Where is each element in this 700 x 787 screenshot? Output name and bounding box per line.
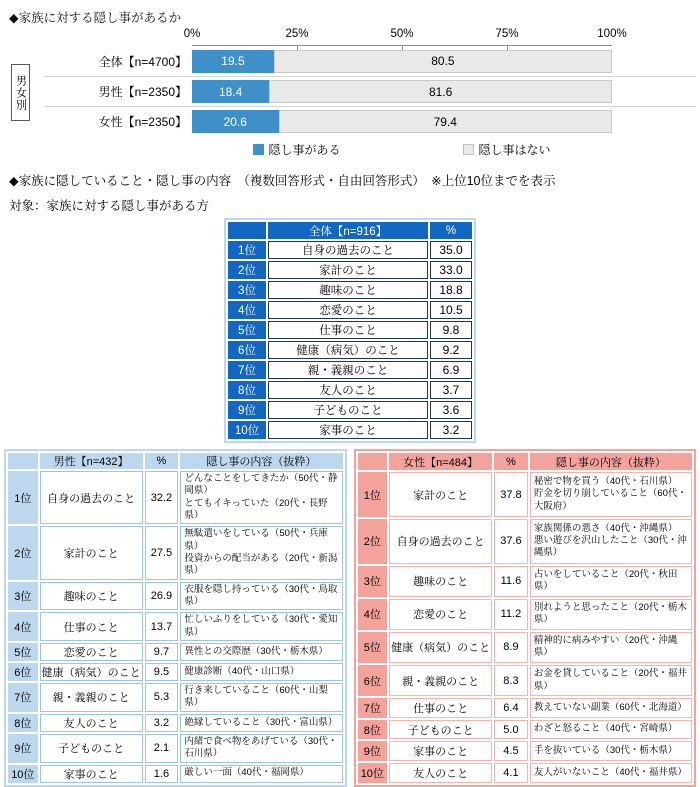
percent-cell: 6.4 <box>494 698 528 718</box>
legend-label: 隠し事はない <box>478 143 551 157</box>
item-cell: 自身の過去のこと <box>389 519 492 564</box>
header-content: 隠し事の内容（抜粋） <box>180 453 342 469</box>
rank-cell: 9位 <box>228 401 266 419</box>
percent-cell: 32.2 <box>145 471 179 524</box>
item-cell: 趣味のこと <box>389 566 492 597</box>
gender-group-label: 男女別 <box>11 64 30 121</box>
male-ranking-table <box>4 449 347 787</box>
percent-cell: 4.5 <box>494 741 528 761</box>
bar-value: 20.6 <box>223 114 247 129</box>
percent-cell: 27.5 <box>145 526 179 579</box>
content-cell: 友人がいないこと（40代・福井県） <box>530 763 692 783</box>
rank-cell: 10位 <box>228 421 266 439</box>
table-row <box>8 582 343 611</box>
table-row <box>358 519 693 564</box>
rank-cell: 7位 <box>358 698 388 718</box>
percent-cell: 6.9 <box>430 361 472 379</box>
table-row <box>358 472 693 517</box>
overall-ranking-table <box>224 218 476 443</box>
percent-cell: 8.9 <box>494 632 528 663</box>
bar-row-total <box>44 46 696 76</box>
item-cell: 家事のこと <box>389 741 492 761</box>
axis-tick-mark <box>507 46 508 50</box>
section2-header <box>9 171 696 214</box>
percent-cell: 3.7 <box>430 381 472 399</box>
rank-cell: 4位 <box>358 599 388 630</box>
rank-cell: 10位 <box>8 765 38 783</box>
percent-cell: 33.0 <box>430 261 472 279</box>
bar-row-label: 男性【n=2350】 <box>98 85 187 99</box>
chart-legend <box>192 141 612 158</box>
table-row <box>228 241 472 259</box>
item-cell: 友人のこと <box>40 714 143 732</box>
percent-cell: 37.8 <box>494 472 528 517</box>
rank-cell: 8位 <box>228 381 266 399</box>
table-row <box>8 526 343 579</box>
rank-cell: 8位 <box>358 720 388 740</box>
table-row <box>228 301 472 319</box>
item-cell: 家計のこと <box>268 261 428 279</box>
content-cell: 健康診断（40代・山口県） <box>180 663 342 681</box>
table-row <box>8 734 343 763</box>
content-cell: 無駄遣いをしている（50代・兵庫県） 投資からの配当がある（20代・新潟県） <box>180 526 342 579</box>
content-cell: 厳しい一面（40代・福岡県） <box>180 765 342 783</box>
axis-tick-mark <box>402 46 403 50</box>
axis-tick-label: 25% <box>285 28 309 40</box>
content-cell: 行き来していること（60代・山梨県） <box>180 683 342 712</box>
header-rank <box>358 453 388 470</box>
percent-cell: 4.1 <box>494 763 528 783</box>
content-cell: 精神的に病みやすい（20代・沖縄県） <box>530 632 692 663</box>
rank-cell: 1位 <box>8 471 38 524</box>
item-cell: 仕事のこと <box>268 321 428 339</box>
axis-tick-label: 50% <box>390 28 414 40</box>
content-cell: お金を貸していること（20代・福井県） <box>530 665 692 696</box>
rank-cell: 1位 <box>358 472 388 517</box>
header-rank <box>228 222 266 239</box>
bar-segment-yes <box>192 50 274 73</box>
content-cell: どんなことをしてきたか（50代・静岡県） とてもイキっていた（20代・長野県） <box>180 471 342 524</box>
item-cell: 親・義親のこと <box>389 665 492 696</box>
percent-cell: 9.5 <box>145 663 179 681</box>
content-cell: 手を抜いている（30代・栃木県） <box>530 741 692 761</box>
bar-segment-no <box>274 50 612 73</box>
axis-tick-mark <box>297 46 298 50</box>
rank-cell: 2位 <box>8 526 38 579</box>
rank-cell: 7位 <box>8 683 38 712</box>
percent-cell: 5.0 <box>494 720 528 740</box>
item-cell: 恋愛のこと <box>268 301 428 319</box>
bar-value: 81.6 <box>428 84 453 99</box>
table-row <box>8 471 343 524</box>
percent-cell: 13.7 <box>145 612 179 641</box>
item-cell: 子どものこと <box>268 401 428 419</box>
percent-cell: 9.8 <box>430 321 472 339</box>
content-cell: 教えていない副業（60代・北海道） <box>530 698 692 718</box>
item-cell: 自身の過去のこと <box>40 471 143 524</box>
table-row <box>228 321 472 339</box>
bar-row-male <box>44 76 696 106</box>
rank-cell: 8位 <box>8 714 38 732</box>
female-ranking-table <box>354 449 697 787</box>
percent-cell: 10.5 <box>430 301 472 319</box>
header-percent: % <box>145 453 179 469</box>
bar-track <box>192 50 612 73</box>
item-cell: 仕事のこと <box>389 698 492 718</box>
table-row <box>358 665 693 696</box>
axis-tick-label: 75% <box>495 28 519 40</box>
chart-title: ◆家族に対する隠し事があるか <box>9 11 182 25</box>
content-cell: 忙しいふりをしている（30代・愛知県） <box>180 612 342 641</box>
bar-segment-no <box>269 80 612 103</box>
legend-item-no <box>463 141 550 158</box>
table-header-row <box>8 453 343 469</box>
table-row <box>358 566 693 597</box>
table-row <box>358 763 693 783</box>
rank-cell: 9位 <box>8 734 38 763</box>
rank-cell: 9位 <box>358 741 388 761</box>
item-cell: 恋愛のこと <box>389 599 492 630</box>
percent-cell: 3.6 <box>430 401 472 419</box>
item-cell: 恋愛のこと <box>40 643 143 661</box>
percent-cell: 18.8 <box>430 281 472 299</box>
content-cell: 異性との交際歴（30代・栃木県） <box>180 643 342 661</box>
item-cell: 家計のこと <box>40 526 143 579</box>
content-cell: 秘密で物を買う（40代・石川県） 貯金を切り崩していること（60代・大阪府） <box>530 472 692 517</box>
header-rank <box>8 453 38 469</box>
rank-cell: 6位 <box>358 665 388 696</box>
bar-value: 80.5 <box>431 54 455 68</box>
header-group: 男性【n=432】 <box>40 453 143 469</box>
table-row <box>228 361 472 379</box>
item-cell: 子どものこと <box>389 720 492 740</box>
item-cell: 親・義親のこと <box>40 683 143 712</box>
item-cell: 趣味のこと <box>40 582 143 611</box>
rank-cell: 6位 <box>228 341 266 359</box>
header-group: 全体【n=916】 <box>268 222 428 239</box>
table-row <box>228 261 472 279</box>
header-group: 女性【n=484】 <box>389 453 492 470</box>
percent-cell: 37.6 <box>494 519 528 564</box>
legend-label: 隠し事がある <box>268 143 341 157</box>
table-row <box>228 341 472 359</box>
percent-cell: 3.2 <box>430 421 472 439</box>
percent-cell: 8.3 <box>494 665 528 696</box>
table-header-row <box>228 222 472 239</box>
table-row <box>8 612 343 641</box>
bar-row-label: 全体【n=4700】 <box>98 54 187 69</box>
header-content: 隠し事の内容（抜粋） <box>530 453 692 470</box>
legend-swatch-no <box>463 144 474 155</box>
item-cell: 親・義親のこと <box>268 361 428 379</box>
rank-cell: 10位 <box>358 763 388 783</box>
legend-swatch-yes <box>253 144 264 155</box>
item-cell: 家事のこと <box>40 765 143 783</box>
rank-cell: 5位 <box>358 632 388 663</box>
table-row <box>8 714 343 732</box>
percent-cell: 9.2 <box>430 341 472 359</box>
rank-cell: 2位 <box>228 261 266 279</box>
item-cell: 子どものこと <box>40 734 143 763</box>
bar-segment-yes <box>192 110 279 133</box>
item-cell: 健康（病気）のこと <box>40 663 143 681</box>
content-cell: 内緒で食べ物をあげている（30代・石川県） <box>180 734 342 763</box>
item-cell: 友人のこと <box>268 381 428 399</box>
item-cell: 家事のこと <box>268 421 428 439</box>
table-row <box>228 401 472 419</box>
axis-tick-label: 0% <box>183 28 201 40</box>
percent-cell: 9.7 <box>145 643 179 661</box>
item-cell: 趣味のこと <box>268 281 428 299</box>
content-cell: 家族関係の悪さ（40代・沖縄県） 悪い遊びを沢山したこと（30代・沖縄県） <box>530 519 692 564</box>
table-row <box>358 599 693 630</box>
rank-cell: 1位 <box>228 241 266 259</box>
table-row <box>358 720 693 740</box>
percent-cell: 11.6 <box>494 566 528 597</box>
table-row <box>8 683 343 712</box>
header-percent: % <box>430 222 472 239</box>
table-row <box>8 663 343 681</box>
rank-cell: 3位 <box>358 566 388 597</box>
bar-track <box>192 80 612 103</box>
bar-value: 79.4 <box>433 114 457 129</box>
item-cell: 友人のこと <box>389 763 492 783</box>
content-cell: 占いをしていること（20代・秋田県） <box>530 566 692 597</box>
table-row <box>228 421 472 439</box>
x-axis <box>183 28 627 45</box>
item-cell: 健康（病気）のこと <box>268 341 428 359</box>
rank-cell: 5位 <box>8 643 38 661</box>
bar-value: 18.4 <box>218 84 243 99</box>
bar-row-label: 女性【n=2350】 <box>98 115 187 129</box>
percent-cell: 35.0 <box>430 241 472 259</box>
rank-cell: 4位 <box>8 612 38 641</box>
table-row <box>358 698 693 718</box>
percent-cell: 2.1 <box>145 734 179 763</box>
plot-area <box>44 45 696 136</box>
rank-cell: 6位 <box>8 663 38 681</box>
table-row <box>8 765 343 783</box>
table-row <box>8 643 343 661</box>
table-row <box>228 381 472 399</box>
content-cell: 別れようと思ったこと（20代・栃木県） <box>530 599 692 630</box>
rank-cell: 5位 <box>228 321 266 339</box>
table-row <box>358 632 693 663</box>
item-cell: 家計のこと <box>389 472 492 517</box>
stacked-bar-chart <box>4 28 696 158</box>
bar-row-female <box>44 106 696 136</box>
percent-cell: 26.9 <box>145 582 179 611</box>
item-cell: 健康（病気）のこと <box>389 632 492 663</box>
rank-cell: 2位 <box>358 519 388 564</box>
content-cell: 衣服を隠し持っている（30代・鳥取県） <box>180 582 342 611</box>
rank-cell: 4位 <box>228 301 266 319</box>
axis-tick-label: 100% <box>597 28 627 40</box>
table-header-row <box>358 453 693 470</box>
percent-cell: 1.6 <box>145 765 179 783</box>
table-row <box>228 281 472 299</box>
content-cell: 絶縁していること（30代・富山県） <box>180 714 342 732</box>
rank-cell: 7位 <box>228 361 266 379</box>
percent-cell: 3.2 <box>145 714 179 732</box>
rank-cell: 3位 <box>228 281 266 299</box>
header-percent: % <box>494 453 528 470</box>
bar-track <box>192 110 612 133</box>
item-cell: 仕事のこと <box>40 612 143 641</box>
section2-heading: ◆家族に隠していること・隠し事の内容 （複数回答形式・自由回答形式） ※上位10位までを表示 <box>9 174 556 188</box>
rank-cell: 3位 <box>8 582 38 611</box>
bar-segment-no <box>279 110 612 133</box>
item-cell: 自身の過去のこと <box>268 241 428 259</box>
bar-value: 19.5 <box>221 54 245 68</box>
legend-item-yes <box>253 141 340 158</box>
bar-segment-yes <box>192 80 269 103</box>
section2-target: 対象：家族に対する隠し事がある方 <box>9 199 210 213</box>
percent-cell: 5.3 <box>145 683 179 712</box>
content-cell: わざと怒ること（40代・宮崎県） <box>530 720 692 740</box>
table-row <box>358 741 693 761</box>
percent-cell: 11.2 <box>494 599 528 630</box>
